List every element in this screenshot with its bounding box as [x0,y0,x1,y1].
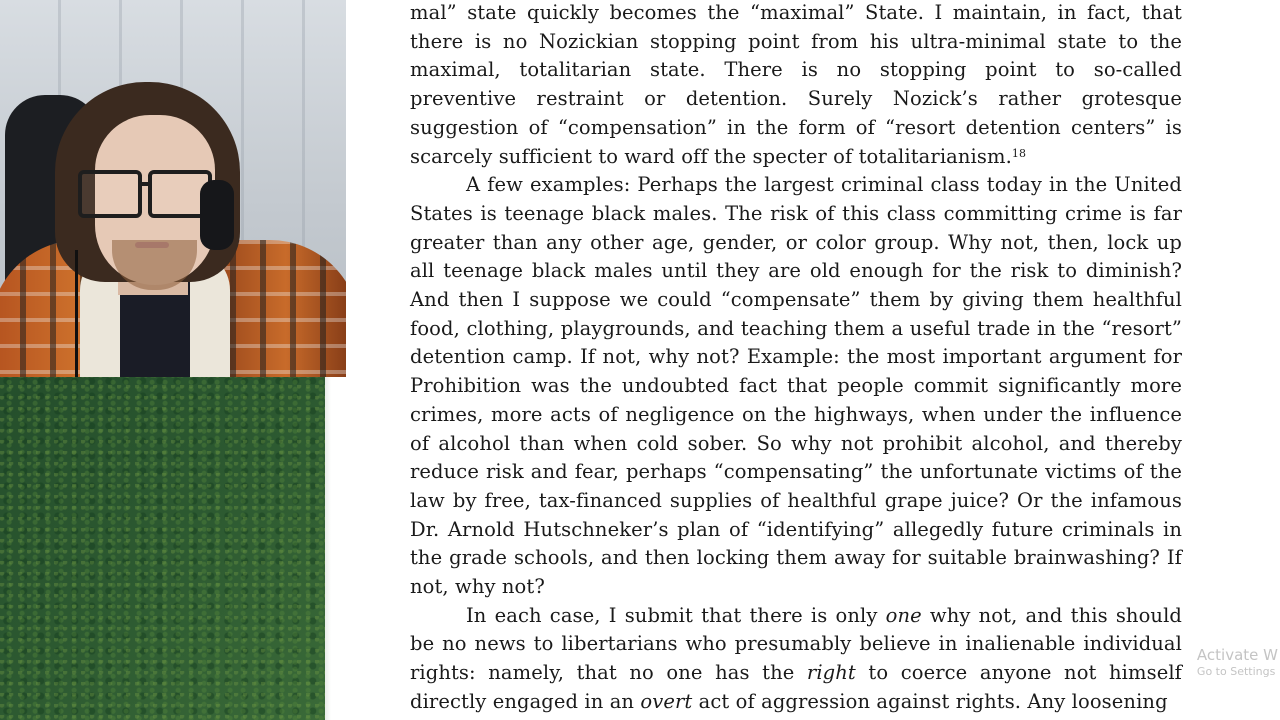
activate-line-1: Activate W [1196,646,1278,664]
paragraph-1 [410,0,1182,171]
webcam-headphone [200,180,234,250]
paragraph-3-part2: why not, and this should be no news to libertarians who presumably believe in inalienable individual rights: namely, that no one has the [410,603,1183,685]
emphasis-right: right [806,661,856,685]
webcam-overlay [0,0,346,377]
document-page [410,0,1182,717]
webcam-mouth [135,242,169,248]
paragraph-3-part4: act of aggression against rights. Any loosening [692,689,1168,713]
paragraph-3-part1: In each case, I submit that there is only [466,603,886,627]
paragraph-3 [410,602,1182,717]
emphasis-one: one [885,603,922,627]
windows-activation-watermark [1197,646,1278,678]
paragraph-1-text: mal” state quickly becomes the “maximal” State. I maintain, in fact, that there is no Nozickian stopping point from his ultra-minimal state to the maximal, totalitarian state. There is no stopping point to so-called preventive restraint or detention. Surely Nozick’s rather grotesque suggestion of “compensation” in the form of “resort detention centers” is scarcely sufficient to ward off the specter of totalitarianism. [410,1,1182,168]
webcam-cable [75,250,78,377]
emphasis-overt: overt [640,689,693,713]
paragraph-3-part3: to coerce anyone not himself directly engaged in an [410,661,1182,713]
activate-line-2: Go to Settings [1196,665,1276,678]
webcam-glasses [78,170,210,216]
paragraph-2: A few examples: Perhaps the largest criminal class today in the United States is teenage black males. The risk of this class committing crime is far greater than any other age, gender, or color group. Why not, then, lock up all teenage black males until they are old enough for the risk to diminish? And then I suppose we could “compensate” them by giving them healthful food, clothing, playgrounds, and teaching them a useful trade in the “resort” detention camp. If not, why not? Example: the most important argument for Prohibition was the undoubted fact that people commit significantly more crimes, more acts of negligence on the highways, when under the influence of alcohol than when cold sober. So why not prohibit alcohol, and thereby reduce risk and fear, perhaps “compensating” the unfortunate victims of the law by free, tax-financed supplies of healthful grape juice? Or the infamous Dr. Arnold Hutschneker’s plan of “identifying” allegedly future criminals in the grade schools, and then locking them away for suitable brainwashing? If not, why not? [410,173,1182,599]
footnote-marker: 18 [1011,146,1027,160]
